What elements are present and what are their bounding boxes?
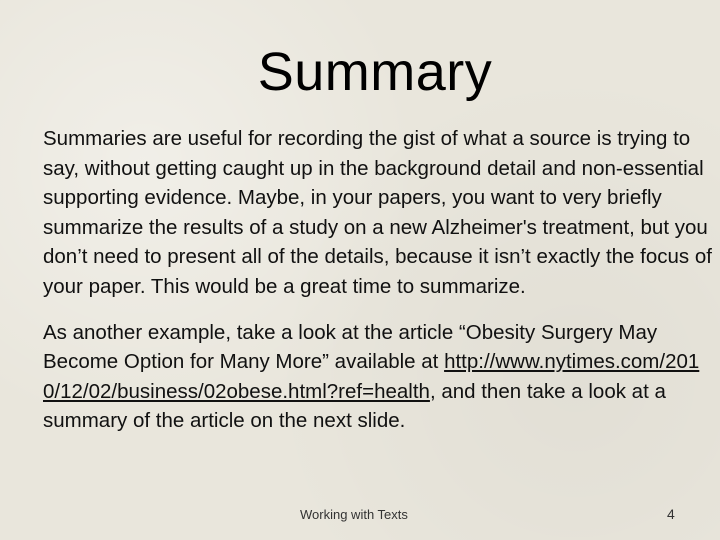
paragraph-example-intro: As another example, take a look at the article “Obesity Surgery May Become Option for Many More” available at — [43, 320, 658, 374]
page-number: 4 — [667, 506, 675, 522]
paragraph-summaries: Summaries are useful for recording the gist of what a source is trying to say, without getting caught up in the background detail and non-essential supporting evidence. Maybe, in your papers, you want to very briefly summarize the results of a study on a new Alzheimer's treatment, but you don’t need to present all of the details, because it isn’t exactly the focus of your paper. This would be a great time to summarize. — [43, 127, 712, 298]
paragraph-example — [43, 318, 715, 436]
article-link[interactable]: http://www.nytimes.com/2010/12/02/business/02obese.html?ref=health — [43, 350, 700, 403]
slide-body — [43, 124, 715, 436]
footer-text: Working with Texts — [300, 507, 408, 522]
slide-title: Summary — [257, 42, 493, 102]
paragraph-example-outro: , and then take a look at a summary of the article on the next slide. — [43, 379, 666, 433]
